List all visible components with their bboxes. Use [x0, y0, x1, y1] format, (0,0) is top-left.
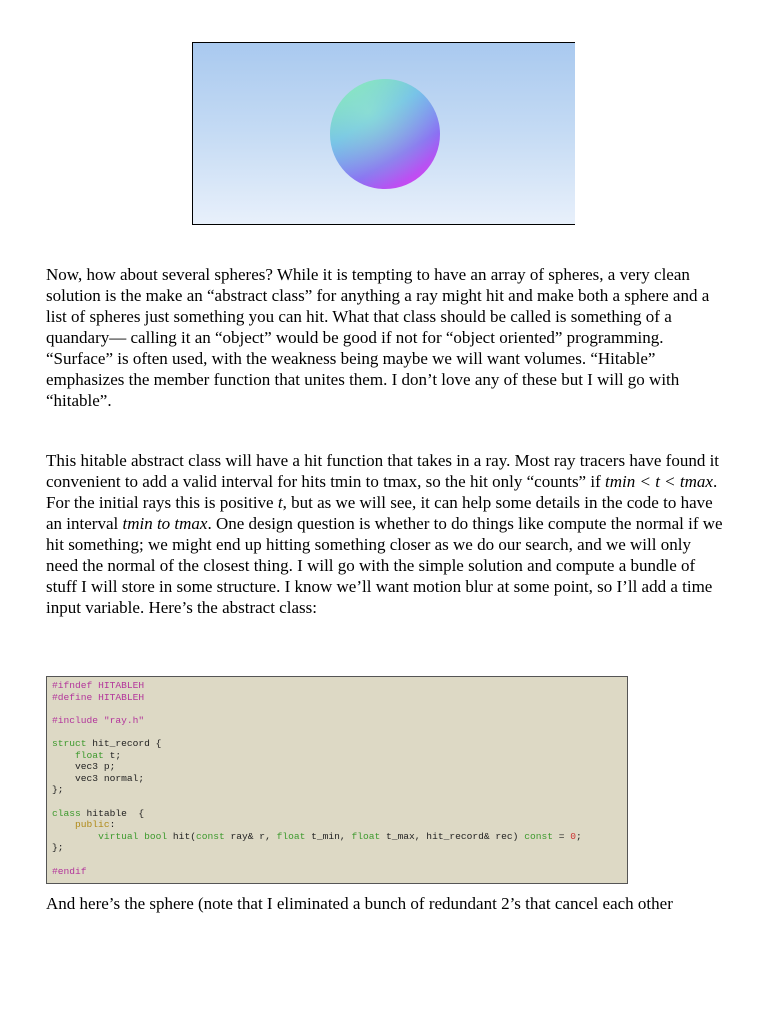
code-line: float t; — [75, 749, 122, 761]
code-line: struct hit_record { — [52, 737, 162, 749]
code-line: #endif — [52, 865, 87, 877]
code-line: public: — [75, 819, 116, 831]
code-line: }; — [52, 784, 64, 796]
code-line: #ifndef HITABLEH — [52, 680, 145, 691]
code-line: vec3 p; — [52, 761, 116, 773]
code-line: #include "ray.h" — [52, 714, 145, 726]
code-line: #define HITABLEH — [52, 691, 145, 703]
code-line — [52, 796, 627, 808]
code-line: }; — [52, 842, 64, 854]
sphere-normals-icon — [193, 43, 576, 226]
paragraph-several-spheres: Now, how about several spheres? While it is tempting to have an array of spheres, a very clean solution is the make an “abstract class” for anything a ray might hit and make both a sphere and a list of spheres just something you can hit. What that class should be called is something of a quandary— calling it an “object” would be good if not for “object oriented” programming. “Surface” is often used, with the weakness being maybe we will want volumes. “Hitable” emphasizes the member function that unites them. I don’t love any of these but I will go with “hitable”. — [46, 265, 710, 410]
code-block-hitable — [46, 676, 628, 884]
code-line: class hitable { — [52, 807, 145, 819]
code-line — [52, 703, 627, 715]
code-line — [52, 854, 627, 866]
paragraph-hitable-class: This hitable abstract class will have a hit function that takes in a ray. Most ray tracers have found it convenient to add a valid interval for hits tmin to tmax, so the hit only “counts” if tmin < t < tmax. For the initial rays this is positive t, but as we will see, it can help some details in the code to have an interval tmin to tmax. One design question is whether to do things like compute the normal if we hit something; we might end up hitting something closer as we do our search, and we will only need the normal of the closest thing. I will go with the simple solution and compute a bundle of stuff I will store in some structure. I know we’ll want motion blur at some point, so I’ll add a time input variable. Here’s the abstract class: — [46, 451, 723, 617]
code-line — [52, 726, 627, 738]
code-line: vec3 normal; — [52, 772, 145, 784]
sphere-render-figure — [192, 42, 575, 225]
code-line: virtual bool hit(const ray& r, float t_min, float t_max, hit_record& rec) const = 0; — [98, 830, 582, 842]
paragraph-sphere-intro: And here’s the sphere (note that I eliminated a bunch of redundant 2’s that cancel each other — [46, 894, 673, 913]
